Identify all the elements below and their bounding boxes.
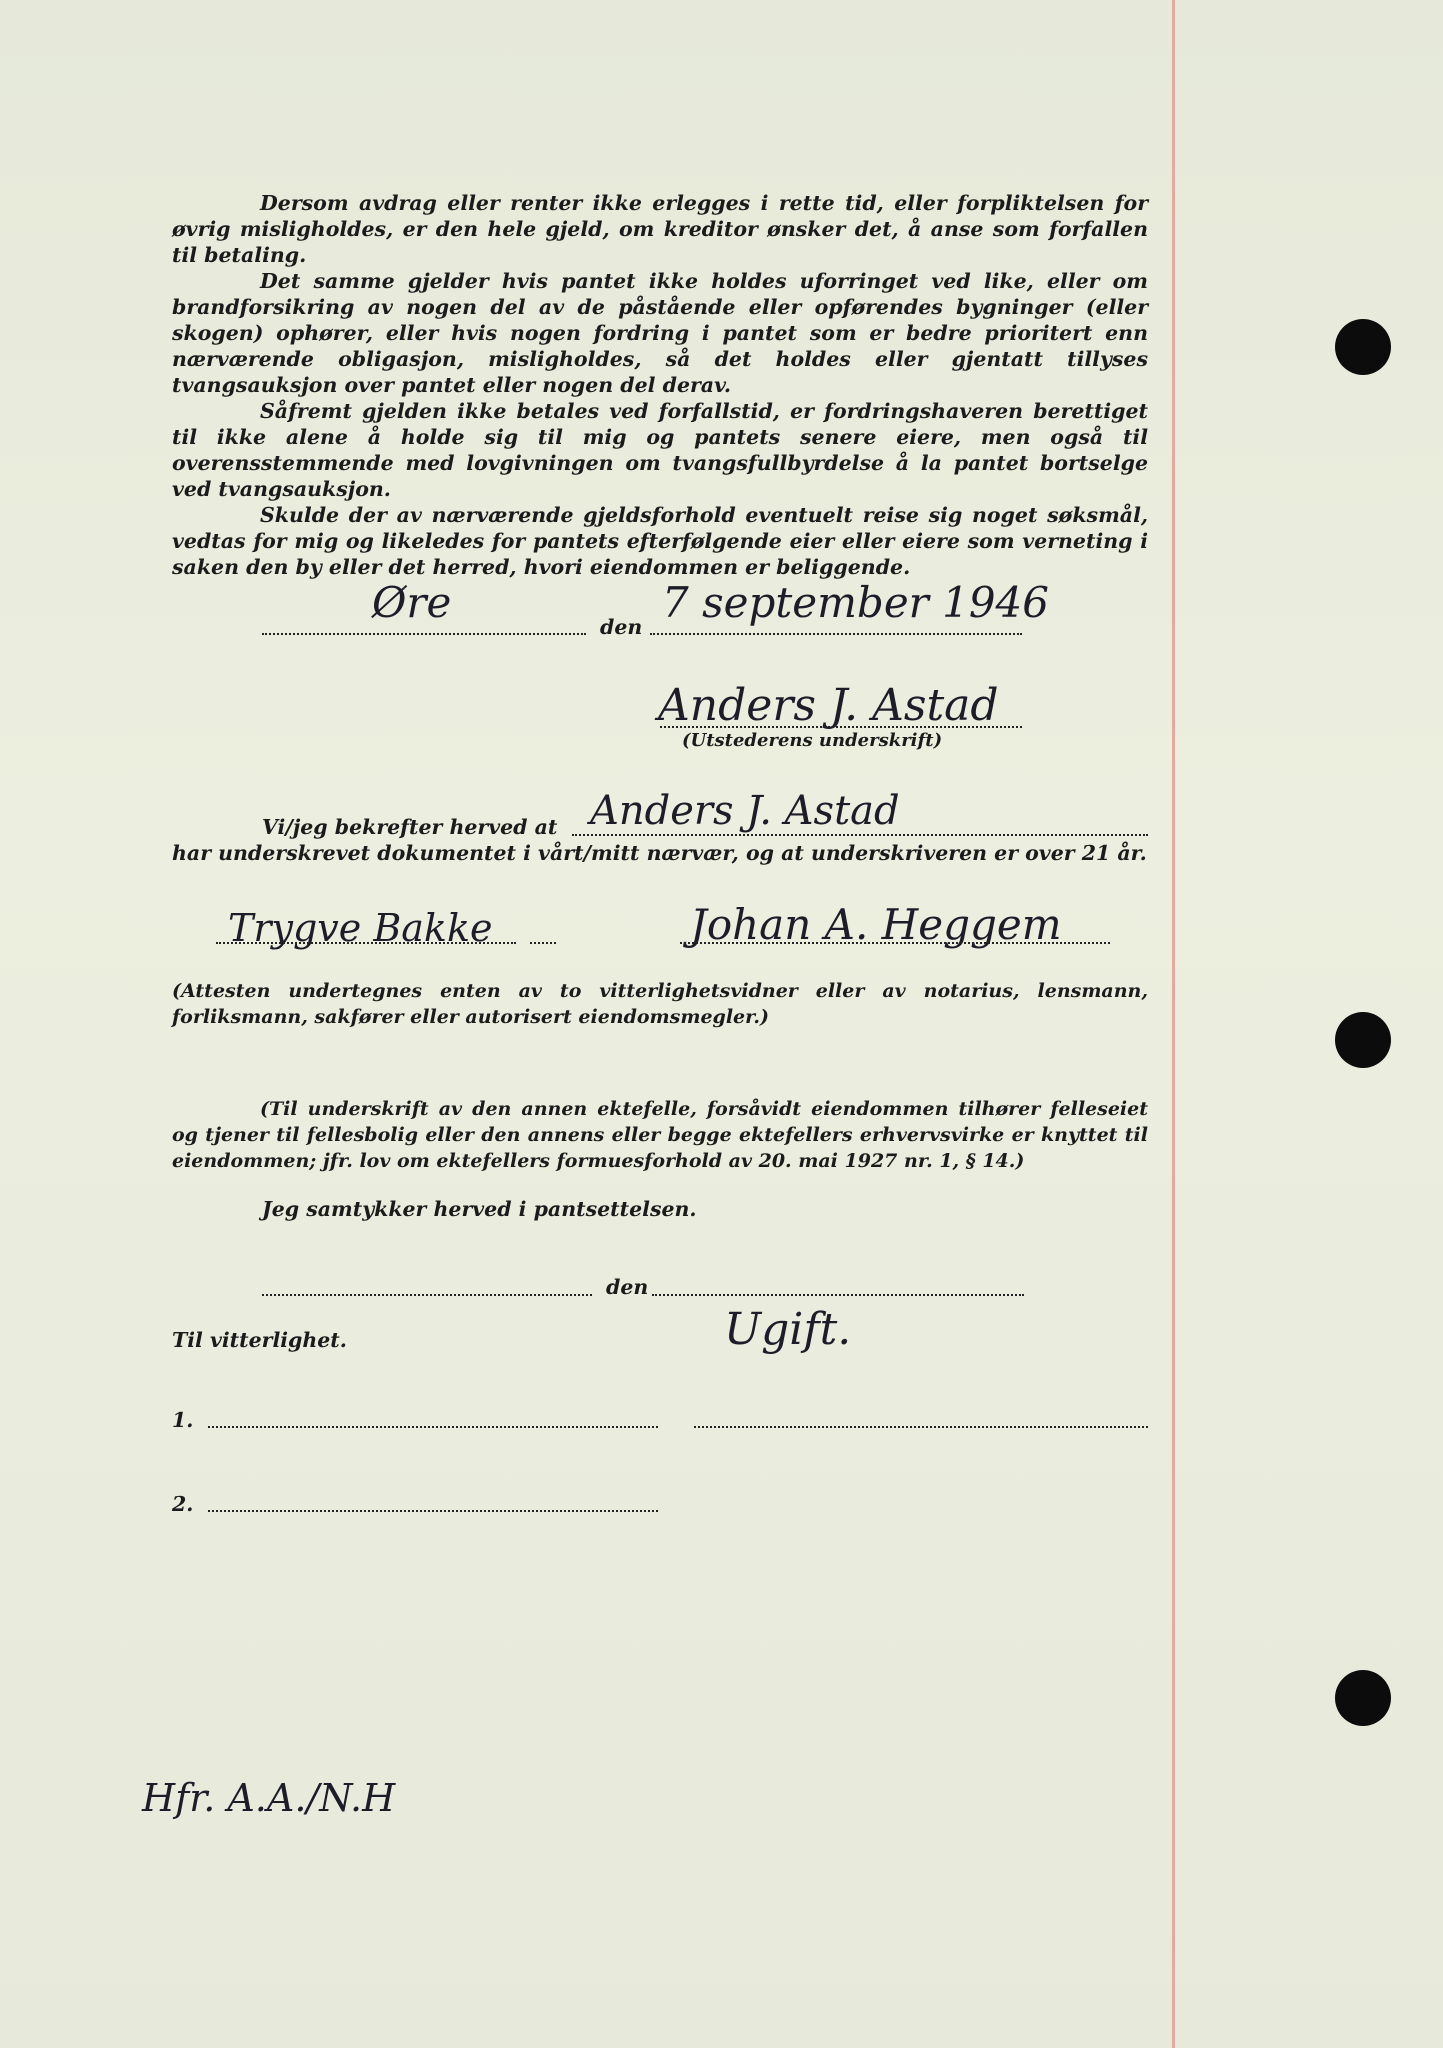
date-dotted-line xyxy=(650,633,1022,635)
signer-name-line xyxy=(572,834,1148,836)
place-handwritten: Øre xyxy=(372,578,452,627)
issuer-signature: Anders J. Astad xyxy=(658,680,999,731)
signer-name-handwritten: Anders J. Astad xyxy=(590,788,900,834)
witness-line-1-left xyxy=(208,1426,658,1428)
terms-paragraph-4: Skulde der av nærværende gjeldsforhold eventuelt reise sig noget søksmål, vedtas for mig og likeledes for pantets efterfølgende eier eller eiere som verneting i saken den by eller det herred, hvori eiendommen er beliggende. xyxy=(172,503,1148,579)
consent-place-line xyxy=(262,1294,592,1296)
witness-2-line xyxy=(680,942,1110,944)
witness-2-signature: Johan A. Heggem xyxy=(690,900,1062,949)
punch-hole xyxy=(1335,1670,1391,1726)
witness-line-1-number: 1. xyxy=(172,1408,194,1432)
witness-line-1-right xyxy=(694,1426,1148,1428)
vitterlighet-label: Til vitterlighet. xyxy=(172,1328,347,1352)
initials-handwritten: Hfr. A.A./N.H xyxy=(142,1776,396,1820)
terms-paragraph-3: Såfremt gjelden ikke betales ved forfallstid, er fordringshaveren berettiget til ikke alene å holde sig til mig og pantets senere eiere, men også til overensstemmende med lovgivningen om tvangsfullbyrdelse å la pantet bortselge ved tvangsauksjon. xyxy=(172,399,1148,501)
unmarried-handwritten: Ugift. xyxy=(724,1304,852,1355)
terms-paragraph-1: Dersom avdrag eller renter ikke erlegges i rette tid, eller forpliktelsen for øvrig misligholdes, er den hele gjeld, om kreditor ønsker det, å anse som forfallen til betaling. xyxy=(172,191,1148,267)
consent-date-line xyxy=(652,1294,1024,1296)
witness-separator-line xyxy=(530,942,556,944)
place-dotted-line xyxy=(262,633,586,635)
red-margin-line xyxy=(1172,0,1175,2048)
terms-paragraph-2: Det samme gjelder hvis pantet ikke holdes uforringet ved like, eller om brandforsikring av nogen del av de påstående eller opførendes bygninger (eller skogen) ophører, eller hvis nogen fordring i pantet som er bedre prioritert enn nærværende obligasjon, misligholdes, så det holdes eller gjentatt tillyses tvangsauksjon over pantet eller nogen del derav. xyxy=(172,269,1148,397)
witness-statement-line2: har underskrevet dokumentet i vårt/mitt nærvær, og at underskriveren er over 21 år. xyxy=(172,841,1147,865)
terms-section xyxy=(172,190,1148,580)
witness-line-2-left xyxy=(208,1510,658,1512)
punch-hole xyxy=(1335,319,1391,375)
issuer-signature-line xyxy=(660,726,1022,728)
witness-1-line xyxy=(216,942,516,944)
attest-note: (Attesten undertegnes enten av to vitterlighetsvidner eller av notarius, lensmann, forliksmann, sakfører eller autorisert eiendomsmegler.) xyxy=(172,980,1148,1028)
issuer-caption: (Utstederens underskrift) xyxy=(682,730,943,751)
punch-hole xyxy=(1335,1012,1391,1068)
den-label: den xyxy=(600,615,643,639)
witness-line-2-number: 2. xyxy=(172,1492,194,1516)
consent-text: Jeg samtykker herved i pantsettelsen. xyxy=(262,1197,697,1221)
witness-1-signature: Trygve Bakke xyxy=(228,906,493,950)
date-handwritten: 7 september 1946 xyxy=(662,578,1049,627)
witness-statement-prefix: Vi/jeg bekrefter herved at xyxy=(262,815,558,839)
consent-den-label: den xyxy=(606,1275,649,1299)
spouse-note: (Til underskrift av den annen ektefelle, forsåvidt eiendommen tilhører felleseiet og tjener til fellesbolig eller den annens eller begge ektefellers erhvervsvirke er knyttet til eiendommen; jfr. lov om ektefellers formuesforhold av 20. mai 1927 nr. 1, § 14.) xyxy=(172,1098,1148,1172)
